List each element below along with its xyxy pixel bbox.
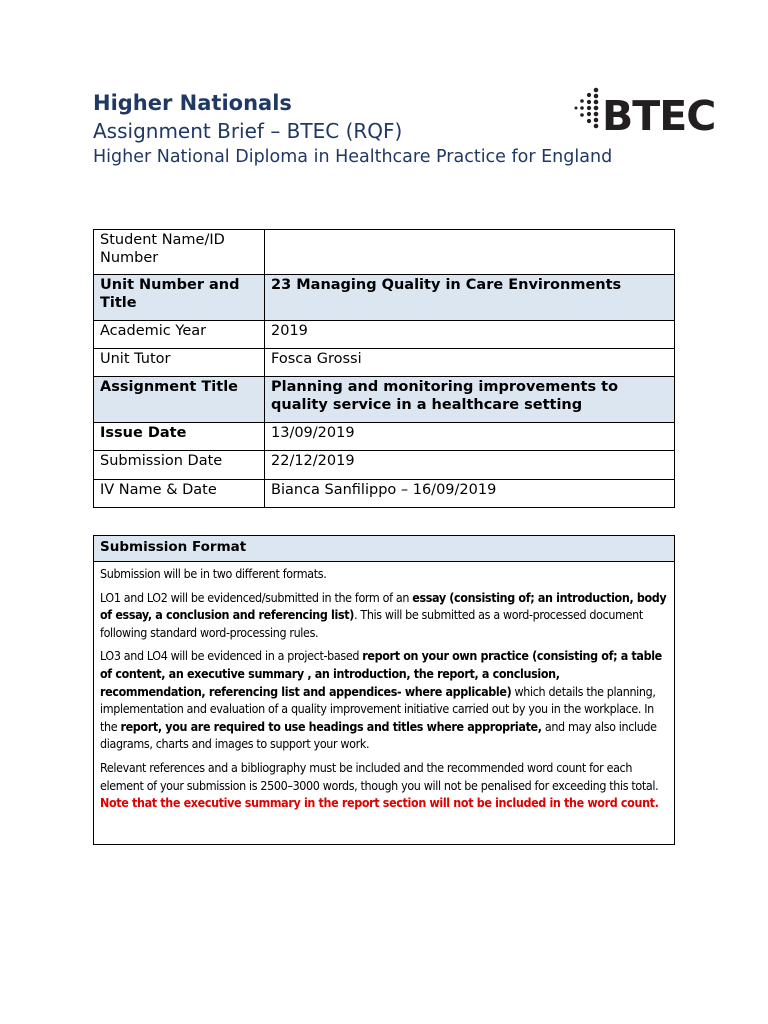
word-count-note: Note that the executive summary in the report section will not be included in the word count. (100, 795, 659, 811)
row-label: Assignment Title (94, 377, 265, 423)
row-value: Planning and monitoring improvements to quality service in a healthcare setting (265, 377, 675, 423)
row-value: 2019 (265, 321, 675, 349)
table-row (94, 480, 675, 508)
row-value (265, 230, 675, 275)
submission-paragraph: LO1 and LO2 will be evidenced/submitted in the form of an essay (consisting of; an introduction, body of essay, a conclusion and referencing list). This will be submitted as a word-processed document following standard word-processing rules. (100, 589, 667, 640)
submission-paragraph: Submission will be in two different formats. (100, 566, 327, 581)
table-row (94, 321, 675, 349)
row-label: Unit Number and Title (94, 275, 265, 321)
table-row (94, 451, 675, 480)
document-title: Higher Nationals (93, 91, 292, 115)
qualification-title: Higher National Diploma in Healthcare Practice for England (93, 147, 613, 167)
submission-paragraph: LO3 and LO4 will be evidenced in a project-based report on your own practice (consisting of; a table of content, an executive summary , an introduction, the report, a conclusion, recommendation, referencing list and appendices- where applicable) which details the planning, implementation and evaluation of a quality improvement initiative carried out by you in the workplace. In the report, you are required to use headings and titles where appropriate, and may also include diagrams, charts and images to support your work. (100, 648, 662, 752)
document-header (93, 90, 613, 170)
row-value: 13/09/2019 (265, 423, 675, 451)
btec-logo (574, 86, 724, 136)
btec-logo-text: BTEC (602, 92, 716, 136)
row-label: Issue Date (94, 423, 265, 451)
row-value: 23 Managing Quality in Care Environments (265, 275, 675, 321)
row-label: IV Name & Date (94, 480, 265, 508)
table-row (94, 230, 675, 275)
submission-format-body (94, 562, 674, 812)
table-row (94, 377, 675, 423)
row-value: Bianca Sanfilippo – 16/09/2019 (265, 480, 675, 508)
row-value: 22/12/2019 (265, 451, 675, 480)
row-label: Academic Year (94, 321, 265, 349)
table-row (94, 275, 675, 321)
document-subtitle: Assignment Brief – BTEC (RQF) (93, 119, 403, 143)
submission-format-box (93, 535, 675, 845)
row-label: Submission Date (94, 451, 265, 480)
row-value: Fosca Grossi (265, 349, 675, 377)
table-row (94, 349, 675, 377)
submission-format-heading: Submission Format (94, 536, 674, 562)
assignment-details-table (93, 229, 675, 508)
submission-paragraph: Relevant references and a bibliography must be included and the recommended word count for each element of your submission is 2500–3000 words, though you will not be penalised for exceeding this total. Note that the executive summary in the report section will not be included in the word count. (100, 759, 659, 811)
row-label: Student Name/ID Number (94, 230, 265, 275)
table-row (94, 423, 675, 451)
row-label: Unit Tutor (94, 349, 265, 377)
